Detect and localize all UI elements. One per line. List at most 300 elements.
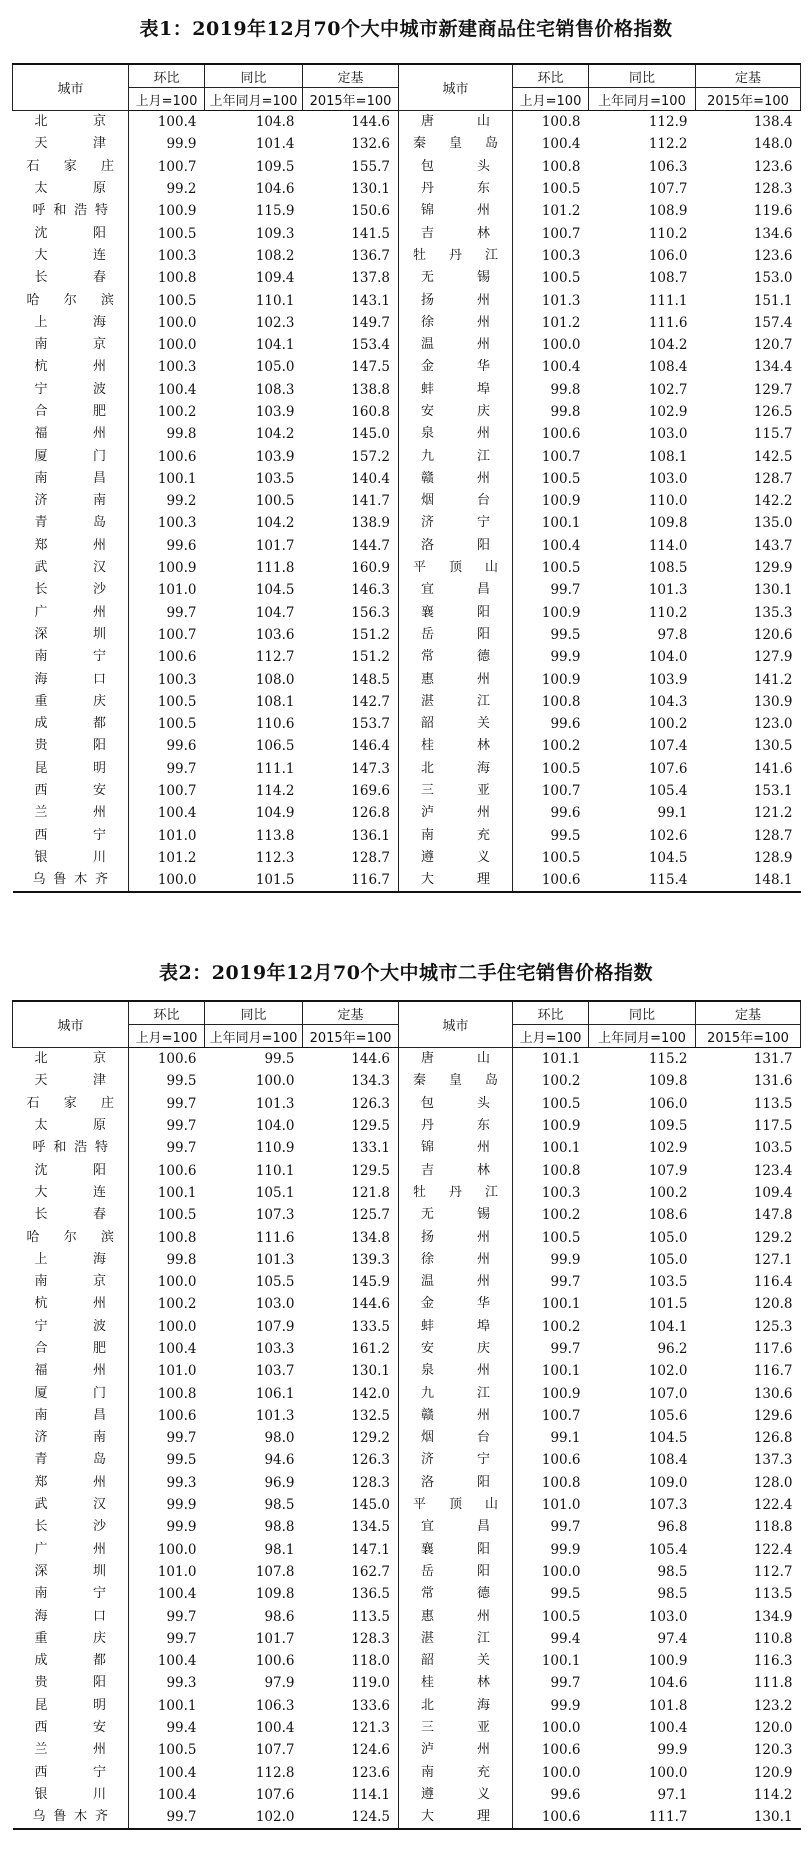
base-index-value: 153.7 — [351, 716, 390, 733]
city-name: 呼和浩特 — [32, 1140, 108, 1156]
header-base: 定基 — [696, 1001, 801, 1025]
city-name: 乌鲁木齐 — [13, 869, 129, 892]
base-index-value: 130.9 — [753, 693, 793, 710]
mom-index-value: 100.2 — [513, 1316, 589, 1338]
base-index-value: 144.7 — [351, 537, 390, 554]
city-name: 宜昌 — [399, 1516, 513, 1538]
base-index-value: 124.5 — [303, 1806, 399, 1829]
yoy-index-value: 113.8 — [255, 827, 295, 844]
yoy-index-value: 104.2 — [255, 426, 295, 443]
mom-index-value: 100.9 — [129, 200, 205, 222]
mom-index-value: 99.6 — [513, 713, 589, 735]
base-index-value: 145.0 — [351, 426, 390, 443]
city-name: 蚌埠 — [399, 379, 513, 401]
city-name: 济南 — [34, 493, 106, 509]
header-yoy: 同比 — [205, 1001, 303, 1025]
mom-index-value: 99.6 — [129, 535, 205, 557]
header-base-sub: 2015年=100 — [303, 1025, 399, 1048]
city-name: 深圳 — [34, 1563, 106, 1579]
base-index-value: 148.1 — [696, 869, 801, 892]
mom-index-value: 100.5 — [129, 222, 205, 244]
mom-index-value: 100.9 — [513, 602, 589, 624]
mom-index-value: 100.2 — [129, 401, 205, 423]
yoy-index-value: 109.8 — [255, 1586, 295, 1603]
header-base-sub: 2015年=100 — [696, 88, 801, 111]
yoy-index-value: 111.1 — [648, 292, 688, 309]
table-row — [13, 401, 801, 423]
city-name: 南京 — [34, 337, 106, 353]
yoy-index-value: 110.6 — [255, 716, 295, 733]
header-base: 定基 — [303, 1001, 399, 1025]
mom-index-value: 99.7 — [513, 1338, 589, 1360]
yoy-index-value: 108.2 — [255, 247, 295, 264]
yoy-index-value: 98.5 — [657, 1563, 688, 1580]
yoy-index-value: 110.1 — [255, 292, 295, 309]
base-index-value: 162.7 — [351, 1563, 390, 1580]
base-index-value: 133.1 — [351, 1140, 390, 1157]
table2-title: 表2：2019年12月70个大中城市二手住宅销售价格指数 — [159, 962, 653, 984]
city-name: 平顶山 — [399, 1494, 513, 1516]
base-index-value: 144.6 — [351, 114, 390, 131]
yoy-index-value: 104.6 — [255, 181, 295, 198]
base-index-value: 116.3 — [753, 1653, 793, 1670]
mom-index-value: 101.2 — [129, 847, 205, 869]
mom-index-value: 99.9 — [129, 1494, 205, 1516]
mom-index-value: 100.1 — [129, 1695, 205, 1717]
city-name: 湛江 — [399, 1628, 513, 1650]
city-name: 韶关 — [399, 713, 513, 735]
yoy-index-value: 109.4 — [255, 270, 295, 287]
base-index-value: 113.5 — [351, 1608, 390, 1625]
city-name: 成都 — [34, 1653, 106, 1669]
city-name: 天津 — [34, 1073, 106, 1089]
yoy-index-value: 103.7 — [255, 1363, 295, 1380]
yoy-index-value: 115.2 — [648, 1051, 688, 1068]
city-name: 扬州 — [399, 289, 513, 311]
yoy-index-value: 100.0 — [255, 1073, 295, 1090]
base-index-value: 143.7 — [753, 537, 793, 554]
mom-index-value: 99.2 — [129, 178, 205, 200]
base-index-value: 146.3 — [351, 582, 390, 599]
base-index-value: 145.0 — [351, 1497, 390, 1514]
city-name: 安庆 — [399, 1338, 513, 1360]
yoy-index-value: 106.3 — [255, 1697, 295, 1714]
mom-index-value: 100.1 — [129, 1182, 205, 1204]
mom-index-value: 99.9 — [129, 1516, 205, 1538]
mom-index-value: 99.7 — [129, 1115, 205, 1137]
base-index-value: 156.3 — [351, 604, 390, 621]
city-name: 无锡 — [399, 267, 513, 289]
city-name: 上海 — [34, 314, 106, 330]
city-name: 惠州 — [399, 1605, 513, 1627]
city-name: 泸州 — [399, 802, 513, 824]
table2-second-hand-housing-index — [12, 1000, 801, 1830]
yoy-index-value: 106.0 — [648, 1095, 688, 1112]
table-row — [13, 1628, 801, 1650]
header-city: 城市 — [399, 64, 513, 111]
mom-index-value: 100.6 — [129, 1159, 205, 1181]
city-name: 福州 — [34, 1363, 106, 1379]
mom-index-value: 100.4 — [129, 1784, 205, 1806]
mom-index-value: 100.6 — [129, 646, 205, 668]
mom-index-value: 100.1 — [129, 468, 205, 490]
city-name: 重庆 — [34, 1630, 106, 1646]
city-name: 吉林 — [399, 222, 513, 244]
mom-index-value: 101.0 — [129, 825, 205, 847]
city-name: 湛江 — [399, 691, 513, 713]
yoy-index-value: 97.1 — [657, 1786, 688, 1803]
mom-index-value: 99.7 — [129, 1093, 205, 1115]
mom-index-value: 99.7 — [129, 1605, 205, 1627]
yoy-index-value: 98.6 — [264, 1608, 295, 1625]
city-name: 南昌 — [34, 470, 106, 486]
base-index-value: 143.1 — [351, 292, 390, 309]
city-name: 烟台 — [399, 1427, 513, 1449]
city-name: 吉林 — [399, 1159, 513, 1181]
yoy-index-value: 105.0 — [255, 359, 295, 376]
yoy-index-value: 104.5 — [648, 1430, 688, 1447]
yoy-index-value: 102.3 — [255, 314, 295, 331]
city-name: 昆明 — [34, 1697, 106, 1713]
mom-index-value: 100.5 — [513, 1226, 589, 1248]
yoy-index-value: 103.0 — [255, 1296, 295, 1313]
yoy-index-value: 96.9 — [264, 1474, 295, 1491]
base-index-value: 111.8 — [753, 1675, 793, 1692]
mom-index-value: 100.4 — [129, 111, 205, 134]
yoy-index-value: 107.7 — [255, 1742, 295, 1759]
base-index-value: 129.5 — [351, 1162, 390, 1179]
header-yoy-sub: 上年同月=100 — [589, 88, 696, 111]
city-name: 长沙 — [34, 1519, 106, 1535]
city-name: 北京 — [34, 114, 106, 130]
yoy-index-value: 104.9 — [255, 805, 295, 822]
base-index-value: 128.7 — [351, 849, 390, 866]
mom-index-value: 99.6 — [513, 1784, 589, 1806]
table1-new-housing-index — [12, 63, 801, 893]
mom-index-value: 100.5 — [129, 713, 205, 735]
mom-index-value: 101.0 — [129, 1561, 205, 1583]
table-row — [13, 1405, 801, 1427]
city-name: 大理 — [399, 1806, 513, 1829]
base-index-value: 129.2 — [753, 1229, 793, 1246]
yoy-index-value: 103.5 — [648, 1274, 688, 1291]
base-index-value: 145.9 — [351, 1274, 390, 1291]
city-name: 太原 — [34, 1118, 106, 1134]
city-name: 厦门 — [34, 448, 106, 464]
table-row — [13, 512, 801, 534]
base-index-value: 123.6 — [351, 1764, 390, 1781]
yoy-index-value: 109.5 — [255, 158, 295, 175]
city-name: 扬州 — [399, 1226, 513, 1248]
city-name: 武汉 — [34, 560, 106, 576]
base-index-value: 153.1 — [753, 783, 793, 800]
mom-index-value: 100.6 — [129, 1405, 205, 1427]
mom-index-value: 100.7 — [513, 445, 589, 467]
mom-index-value: 100.0 — [513, 1717, 589, 1739]
mom-index-value: 100.5 — [513, 178, 589, 200]
city-name: 北海 — [399, 1695, 513, 1717]
mom-index-value: 100.0 — [513, 1762, 589, 1784]
base-index-value: 134.6 — [753, 225, 793, 242]
table-row — [13, 1249, 801, 1271]
base-index-value: 151.2 — [351, 649, 390, 666]
city-name: 太原 — [34, 181, 106, 197]
yoy-index-value: 108.5 — [648, 560, 688, 577]
table-row — [13, 668, 801, 690]
city-name: 厦门 — [34, 1385, 106, 1401]
table-row — [13, 334, 801, 356]
yoy-index-value: 110.9 — [255, 1140, 295, 1157]
base-index-value: 120.7 — [753, 337, 793, 354]
mom-index-value: 99.7 — [129, 1806, 205, 1829]
mom-index-value: 100.3 — [129, 512, 205, 534]
base-index-value: 139.3 — [351, 1251, 390, 1268]
base-index-value: 141.7 — [351, 493, 390, 510]
table-row — [13, 289, 801, 311]
city-name: 石家庄 — [26, 158, 114, 174]
yoy-index-value: 108.9 — [648, 203, 688, 220]
base-index-value: 157.4 — [753, 314, 793, 331]
base-index-value: 129.9 — [753, 560, 793, 577]
city-name: 大理 — [399, 869, 513, 892]
base-index-value: 124.6 — [351, 1742, 390, 1759]
mom-index-value: 100.6 — [513, 1806, 589, 1829]
header-yoy-sub: 上年同月=100 — [589, 1025, 696, 1048]
yoy-index-value: 104.2 — [648, 337, 688, 354]
mom-index-value: 100.4 — [129, 1650, 205, 1672]
table-row — [13, 445, 801, 467]
base-index-value: 136.7 — [351, 247, 390, 264]
city-name: 大连 — [34, 1184, 106, 1200]
header-mom: 环比 — [129, 1001, 205, 1025]
base-index-value: 119.6 — [753, 203, 793, 220]
base-index-value: 122.4 — [753, 1497, 793, 1514]
yoy-index-value: 97.9 — [264, 1675, 295, 1692]
city-name: 北海 — [399, 758, 513, 780]
mom-index-value: 100.8 — [513, 111, 589, 134]
mom-index-value: 100.7 — [129, 624, 205, 646]
city-name: 济宁 — [399, 1449, 513, 1471]
mom-index-value: 100.1 — [513, 1650, 589, 1672]
table-row — [13, 1048, 801, 1071]
table-row — [13, 222, 801, 244]
yoy-index-value: 98.5 — [657, 1586, 688, 1603]
mom-index-value: 100.7 — [513, 1405, 589, 1427]
city-name: 重庆 — [34, 693, 106, 709]
mom-index-value: 100.1 — [513, 512, 589, 534]
yoy-index-value: 101.5 — [205, 869, 303, 892]
base-index-value: 138.9 — [351, 515, 390, 532]
table-row — [13, 267, 801, 289]
base-index-value: 130.6 — [753, 1385, 793, 1402]
base-index-value: 122.4 — [753, 1541, 793, 1558]
yoy-index-value: 103.9 — [255, 404, 295, 420]
mom-index-value: 100.9 — [129, 557, 205, 579]
base-index-value: 120.9 — [753, 1764, 793, 1781]
table-row — [13, 356, 801, 378]
base-index-value: 140.4 — [351, 470, 390, 487]
base-index-value: 133.6 — [351, 1697, 390, 1714]
mom-index-value: 100.0 — [129, 1539, 205, 1561]
mom-index-value: 99.7 — [129, 1427, 205, 1449]
mom-index-value: 100.7 — [513, 222, 589, 244]
table-row — [13, 1316, 801, 1338]
base-index-value: 134.5 — [351, 1519, 390, 1536]
mom-index-value: 100.5 — [129, 691, 205, 713]
table-row — [13, 1762, 801, 1784]
base-index-value: 125.3 — [753, 1318, 793, 1335]
yoy-index-value: 101.7 — [255, 1630, 295, 1647]
city-name: 青岛 — [34, 1452, 106, 1468]
city-name: 安庆 — [399, 401, 513, 423]
city-name: 郑州 — [34, 537, 106, 553]
header-mom-sub: 上月=100 — [513, 88, 589, 111]
header-mom-sub: 上月=100 — [513, 1025, 589, 1048]
yoy-index-value: 100.9 — [648, 1653, 688, 1670]
city-name: 锦州 — [399, 1137, 513, 1159]
city-name: 遵义 — [399, 1784, 513, 1806]
header-yoy: 同比 — [205, 64, 303, 88]
header-mom: 环比 — [129, 64, 205, 88]
mom-index-value: 100.8 — [129, 267, 205, 289]
base-index-value: 153.4 — [351, 337, 390, 354]
base-index-value: 147.5 — [351, 359, 390, 376]
yoy-index-value: 103.9 — [255, 448, 295, 465]
table-row — [13, 111, 801, 134]
table-row — [13, 1115, 801, 1137]
yoy-index-value: 102.0 — [648, 1363, 688, 1380]
base-index-value: 132.5 — [351, 1407, 390, 1424]
table-row — [13, 579, 801, 601]
mom-index-value: 100.4 — [513, 356, 589, 378]
base-index-value: 148.0 — [753, 136, 793, 153]
base-index-value: 118.8 — [753, 1519, 793, 1536]
mom-index-value: 100.6 — [513, 869, 589, 892]
mom-index-value: 99.7 — [129, 758, 205, 780]
mom-index-value: 100.5 — [513, 267, 589, 289]
yoy-index-value: 108.4 — [648, 1452, 688, 1469]
base-index-value: 120.6 — [753, 626, 793, 643]
base-index-value: 126.8 — [753, 1430, 793, 1447]
yoy-index-value: 103.5 — [255, 470, 295, 487]
city-name: 济宁 — [399, 512, 513, 534]
table-row — [13, 1472, 801, 1494]
city-name: 桂林 — [399, 735, 513, 757]
base-index-value: 113.5 — [753, 1095, 793, 1112]
base-index-value: 132.6 — [351, 136, 390, 153]
base-index-value: 155.7 — [351, 158, 390, 175]
base-index-value: 128.7 — [753, 827, 793, 844]
table-row — [13, 133, 801, 155]
yoy-index-value: 98.8 — [264, 1519, 295, 1536]
city-name: 常德 — [399, 1583, 513, 1605]
yoy-index-value: 112.7 — [255, 649, 295, 666]
yoy-index-value: 102.6 — [648, 827, 688, 844]
base-index-value: 129.5 — [351, 1118, 390, 1135]
mom-index-value: 100.0 — [129, 312, 205, 334]
base-index-value: 120.8 — [753, 1296, 793, 1313]
table-row — [13, 1093, 801, 1115]
header-mom: 环比 — [513, 64, 589, 88]
city-name: 无锡 — [399, 1204, 513, 1226]
mom-index-value: 100.2 — [513, 1070, 589, 1092]
mom-index-value: 99.2 — [129, 490, 205, 512]
base-index-value: 129.2 — [351, 1430, 390, 1447]
table-row — [13, 1226, 801, 1248]
yoy-index-value: 106.1 — [255, 1385, 295, 1402]
mom-index-value: 100.5 — [513, 557, 589, 579]
yoy-index-value: 108.3 — [255, 381, 295, 398]
city-name: 天津 — [34, 136, 106, 152]
city-name: 丹东 — [399, 1115, 513, 1137]
mom-index-value: 100.1 — [513, 1293, 589, 1315]
city-name: 岳阳 — [399, 624, 513, 646]
table-row — [13, 1583, 801, 1605]
yoy-index-value: 101.3 — [255, 1095, 295, 1112]
mom-index-value: 99.7 — [129, 602, 205, 624]
mom-index-value: 99.9 — [513, 646, 589, 668]
yoy-index-value: 112.8 — [255, 1764, 295, 1781]
city-name: 桂林 — [399, 1672, 513, 1694]
mom-index-value: 101.0 — [129, 1360, 205, 1382]
city-name: 蚌埠 — [399, 1316, 513, 1338]
table-row — [13, 1516, 801, 1538]
city-name: 秦皇岛 — [399, 133, 513, 155]
base-index-value: 130.1 — [351, 181, 390, 198]
mom-index-value: 100.5 — [129, 1739, 205, 1761]
city-name: 乌鲁木齐 — [13, 1806, 129, 1829]
yoy-index-value: 103.9 — [648, 671, 688, 688]
yoy-index-value: 111.7 — [589, 1806, 696, 1829]
mom-index-value: 100.8 — [129, 1226, 205, 1248]
yoy-index-value: 101.3 — [648, 582, 688, 599]
mom-index-value: 101.3 — [513, 289, 589, 311]
mom-index-value: 100.6 — [513, 1739, 589, 1761]
base-index-value: 138.8 — [351, 381, 390, 398]
base-index-value: 131.6 — [753, 1073, 793, 1090]
city-name: 洛阳 — [399, 535, 513, 557]
city-name: 青岛 — [34, 515, 106, 531]
city-name: 平顶山 — [399, 557, 513, 579]
yoy-index-value: 109.5 — [648, 1118, 688, 1135]
table2-body — [13, 1048, 801, 1830]
base-index-value: 110.8 — [753, 1630, 793, 1647]
mom-index-value: 100.7 — [129, 780, 205, 802]
yoy-index-value: 110.2 — [648, 225, 688, 242]
base-index-value: 134.9 — [753, 1608, 793, 1625]
mom-index-value: 99.5 — [513, 1583, 589, 1605]
table-row — [13, 1695, 801, 1717]
yoy-index-value: 104.2 — [255, 515, 295, 532]
base-index-value: 128.0 — [753, 1474, 793, 1491]
yoy-index-value: 102.0 — [205, 1806, 303, 1829]
header-yoy-sub: 上年同月=100 — [205, 88, 303, 111]
city-name: 襄阳 — [399, 1539, 513, 1561]
yoy-index-value: 111.8 — [255, 560, 295, 577]
city-name: 韶关 — [399, 1650, 513, 1672]
city-name: 广州 — [34, 604, 106, 620]
table-row — [13, 490, 801, 512]
base-index-value: 125.7 — [351, 1207, 390, 1224]
yoy-index-value: 104.3 — [648, 693, 688, 710]
base-index-value: 130.1 — [351, 1363, 390, 1380]
city-name: 洛阳 — [399, 1472, 513, 1494]
table-row — [13, 1717, 801, 1739]
table-row — [13, 1382, 801, 1404]
mom-index-value: 100.0 — [129, 869, 205, 892]
mom-index-value: 100.3 — [129, 356, 205, 378]
city-name: 昆明 — [34, 760, 106, 776]
